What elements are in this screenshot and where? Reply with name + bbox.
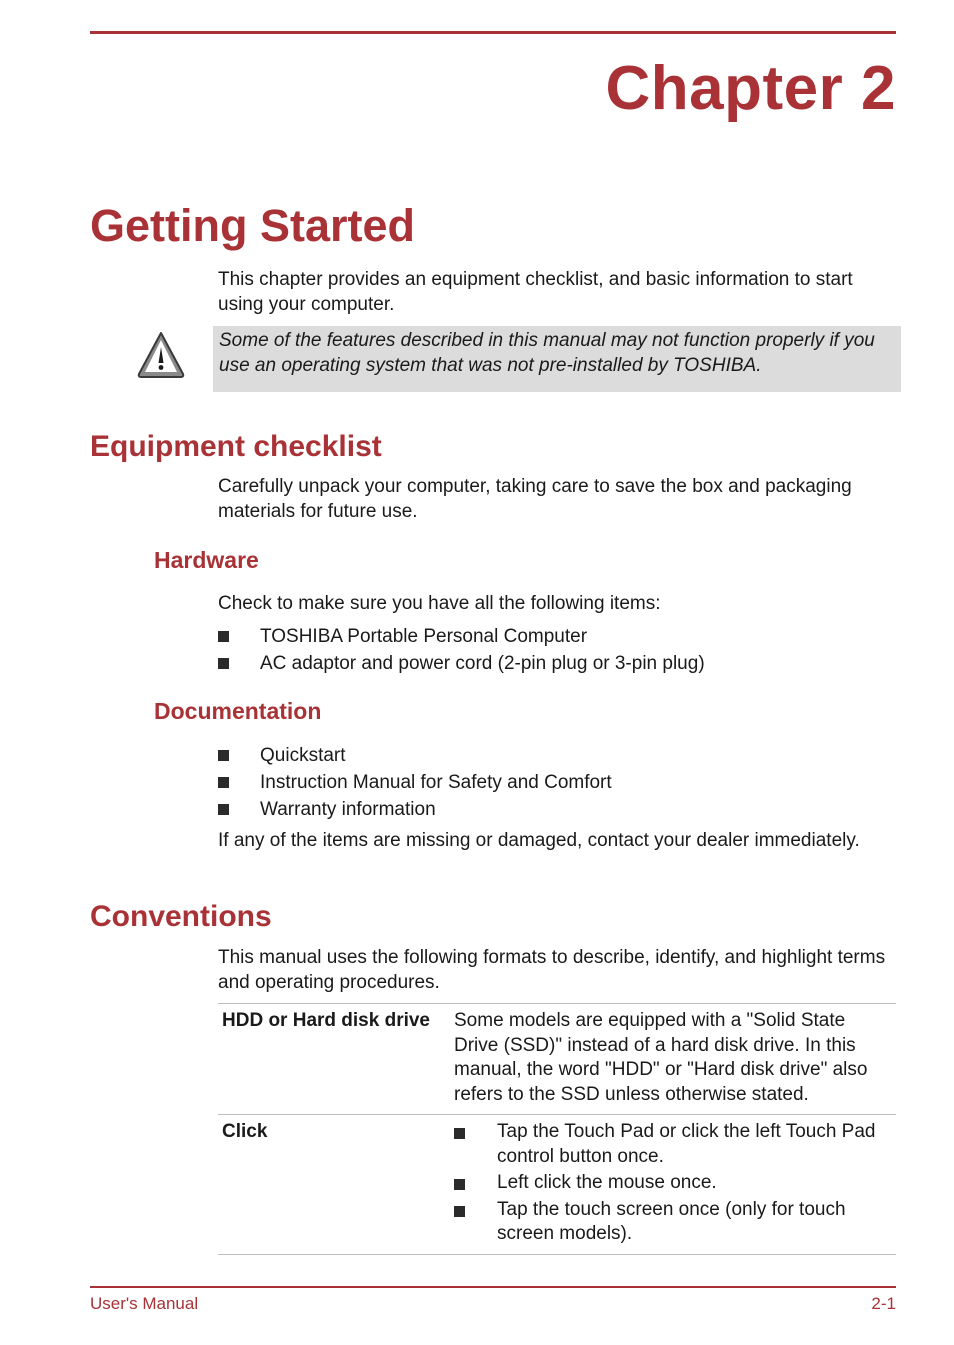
hardware-intro: Check to make sure you have all the following items:	[218, 593, 661, 614]
hardware-list	[218, 623, 705, 677]
list-item: AC adaptor and power cord (2-pin plug or 3-pin plug)	[218, 650, 705, 677]
conventions-text: This manual uses the following formats to describe, identify, and highlight terms and operating procedures.	[218, 947, 886, 993]
bullet-square-icon	[218, 631, 229, 642]
list-item: TOSHIBA Portable Personal Computer	[218, 623, 705, 650]
list-item: Warranty information	[218, 796, 612, 823]
list-item: Tap the Touch Pad or click the left Touch Pad control button once.	[454, 1120, 892, 1169]
page-title: Getting Started	[90, 200, 416, 251]
description-cell	[450, 1115, 896, 1255]
footer-page-number: 2-1	[871, 1294, 896, 1313]
table-row	[218, 1004, 896, 1115]
footer-rule	[90, 1286, 896, 1288]
bullet-square-icon	[454, 1128, 465, 1139]
chapter-label: Chapter 2	[605, 54, 896, 123]
bullet-square-icon	[218, 658, 229, 669]
top-rule	[90, 31, 896, 34]
hardware-heading: Hardware	[154, 547, 259, 573]
documentation-heading: Documentation	[154, 698, 322, 724]
bullet-square-icon	[218, 777, 229, 788]
list-item: Tap the touch screen once (only for touch screen models).	[454, 1198, 892, 1247]
bullet-square-icon	[454, 1206, 465, 1217]
bullet-square-icon	[218, 804, 229, 815]
documentation-list	[218, 742, 612, 823]
conventions-table	[218, 1003, 896, 1255]
click-bullet-list	[454, 1120, 892, 1247]
footer-manual-name: User's Manual	[90, 1294, 199, 1313]
documentation-after-text: If any of the items are missing or damaged, contact your dealer immediately.	[218, 830, 860, 851]
conventions-heading: Conventions	[90, 900, 272, 933]
list-item: Quickstart	[218, 742, 612, 769]
list-item: Left click the mouse once.	[454, 1171, 892, 1196]
warning-triangle-icon	[136, 330, 186, 380]
description-cell: Some models are equipped with a "Solid State Drive (SSD)" instead of a hard disk drive. In this manual, the word "HDD" or "Hard disk drive" also refers to the SSD unless otherwise stated.	[454, 1010, 868, 1105]
bullet-square-icon	[218, 750, 229, 761]
equipment-checklist-heading: Equipment checklist	[90, 430, 382, 463]
bullet-square-icon	[454, 1179, 465, 1190]
term-cell: HDD or Hard disk drive	[222, 1010, 430, 1031]
equipment-checklist-text: Carefully unpack your computer, taking care to save the box and packaging materials for future use.	[218, 476, 852, 522]
table-row	[218, 1115, 896, 1255]
warning-note	[213, 326, 901, 392]
warning-note-text: Some of the features described in this manual may not function properly if you use an operating system that was not pre-installed by TOSHIBA.	[219, 330, 875, 376]
term-cell: Click	[222, 1121, 268, 1142]
list-item: Instruction Manual for Safety and Comfort	[218, 769, 612, 796]
intro-text: This chapter provides an equipment checklist, and basic information to start using your computer.	[218, 269, 853, 315]
